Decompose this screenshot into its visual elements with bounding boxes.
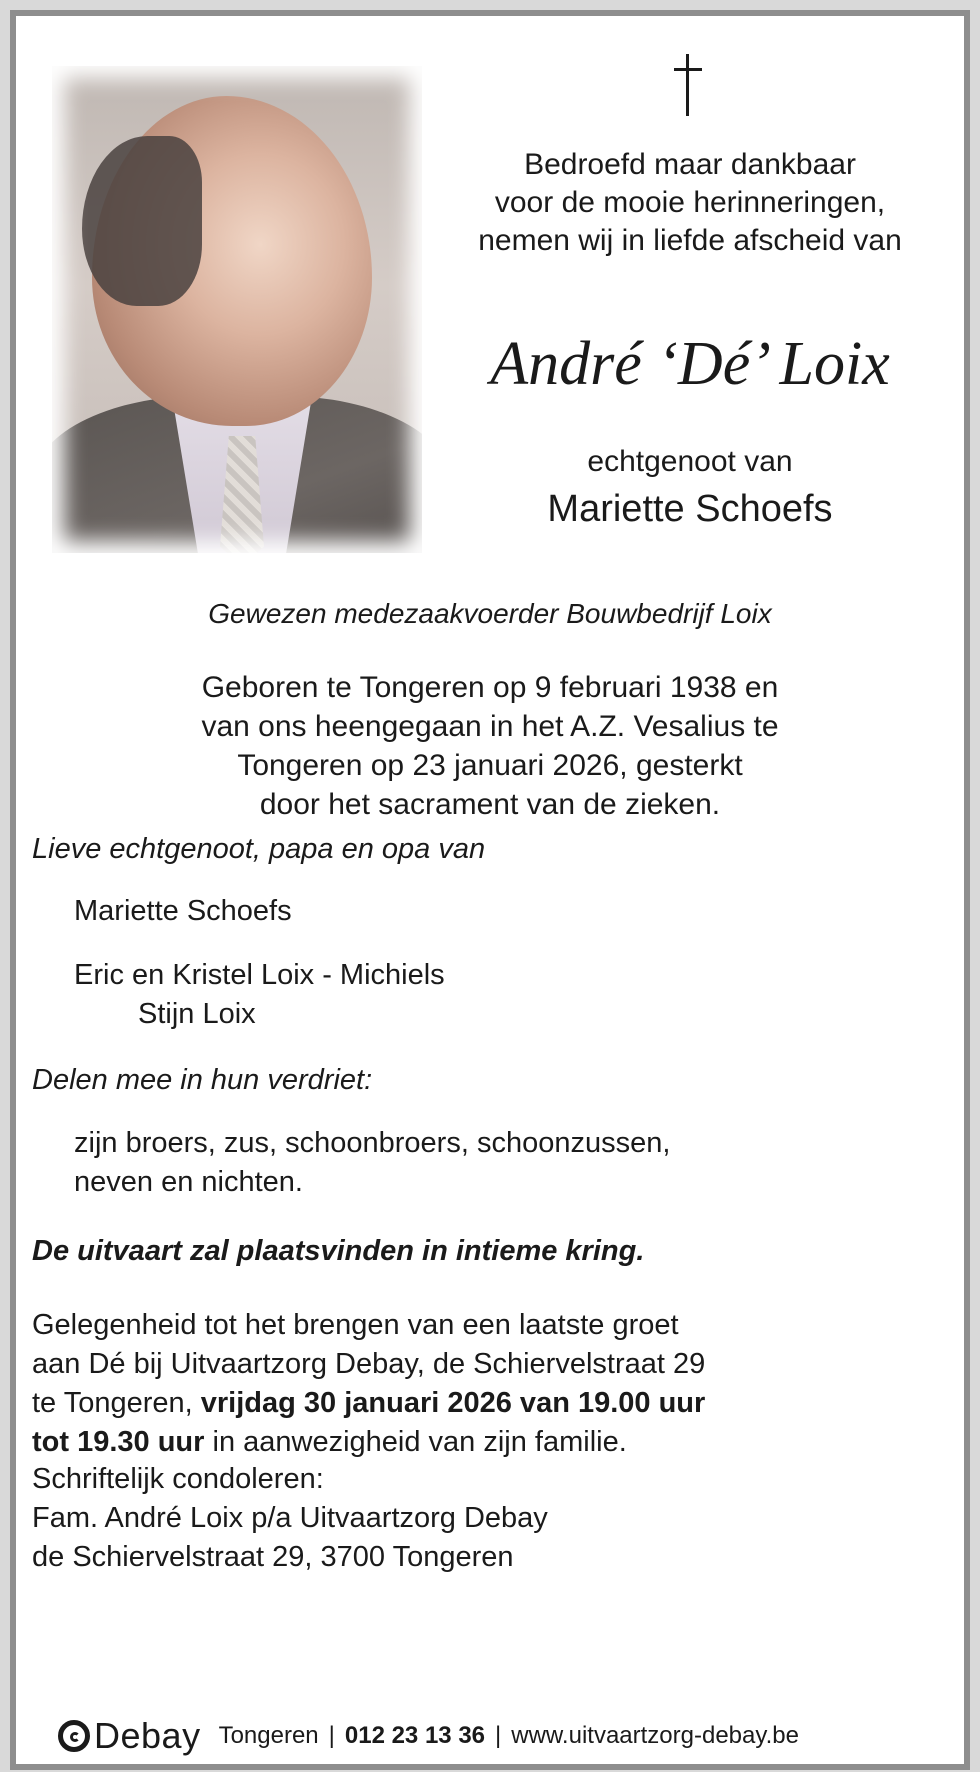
- sharing-heading: Delen mee in hun verdriet:: [32, 1064, 373, 1096]
- footer-separator: |: [495, 1722, 502, 1749]
- debay-logo: [58, 1715, 201, 1757]
- debay-logo-icon: [58, 1720, 90, 1752]
- footer-city: Tongeren: [218, 1722, 319, 1749]
- footer-separator: |: [328, 1722, 335, 1749]
- footer-website-link[interactable]: www.uitvaartzorg-debay.be: [511, 1722, 799, 1749]
- family-spouse: Mariette Schoefs: [74, 895, 292, 927]
- intro-text: [436, 146, 944, 260]
- birth-death-line: door het sacrament van de zieken.: [259, 788, 721, 821]
- funeral-notice: De uitvaart zal plaatsvinden in intieme kring.: [32, 1235, 645, 1267]
- family-children: Eric en Kristel Loix - Michiels: [74, 959, 445, 991]
- birth-death-line: Geboren te Tongeren op 9 februari 1938 en: [201, 671, 779, 704]
- condolence-text: [32, 1460, 952, 1577]
- visitation-line: Gelegenheid tot het brengen van een laatste groet: [32, 1309, 679, 1341]
- footer: [58, 1714, 938, 1758]
- relatives-line: neven en nichten.: [74, 1166, 303, 1198]
- family-heading: Lieve echtgenoot, papa en opa van: [32, 833, 486, 865]
- obituary-card: [10, 10, 970, 1770]
- family-grandchild: Stijn Loix: [138, 998, 256, 1030]
- condolence-line: Fam. André Loix p/a Uitvaartzorg Debay: [32, 1502, 548, 1534]
- intro-line: Bedroefd maar dankbaar: [524, 148, 856, 181]
- spouse-label: echtgenoot van: [587, 445, 793, 478]
- logo-text: Debay: [94, 1715, 201, 1756]
- condolence-line: Schriftelijk condoleren:: [32, 1463, 324, 1495]
- condolence-line: de Schiervelstraat 29, 3700 Tongeren: [32, 1541, 514, 1573]
- visitation-line: tot 19.30 uur in aanwezigheid van zijn familie.: [32, 1426, 627, 1458]
- birth-death-line: Tongeren op 23 januari 2026, gesterkt: [237, 749, 743, 782]
- visitation-line: te Tongeren, vrijdag 30 januari 2026 van 19.00 uur: [32, 1387, 706, 1419]
- portrait-photo: [52, 66, 422, 553]
- birth-death-text: [16, 668, 964, 824]
- visitation-date: vrijdag 30 januari 2026 van 19.00 uur: [200, 1387, 706, 1419]
- footer-phone[interactable]: 012 23 13 36: [344, 1722, 486, 1749]
- occupation: Gewezen medezaakvoerder Bouwbedrijf Loix: [208, 598, 772, 629]
- visitation-text: [32, 1306, 952, 1462]
- visitation-time-end: tot 19.30 uur: [32, 1426, 205, 1458]
- intro-line: nemen wij in liefde afscheid van: [478, 224, 902, 257]
- spouse-name: Mariette Schoefs: [547, 488, 833, 530]
- visitation-line: aan Dé bij Uitvaartzorg Debay, de Schiervelstraat 29: [32, 1348, 706, 1380]
- cross-icon: [674, 54, 702, 116]
- intro-line: voor de mooie herinneringen,: [494, 186, 886, 219]
- deceased-name: André ‘Dé’ Loix: [490, 330, 890, 398]
- relatives-line: zijn broers, zus, schoonbroers, schoonzussen,: [74, 1127, 671, 1159]
- birth-death-line: van ons heengegaan in het A.Z. Vesalius te: [201, 710, 779, 743]
